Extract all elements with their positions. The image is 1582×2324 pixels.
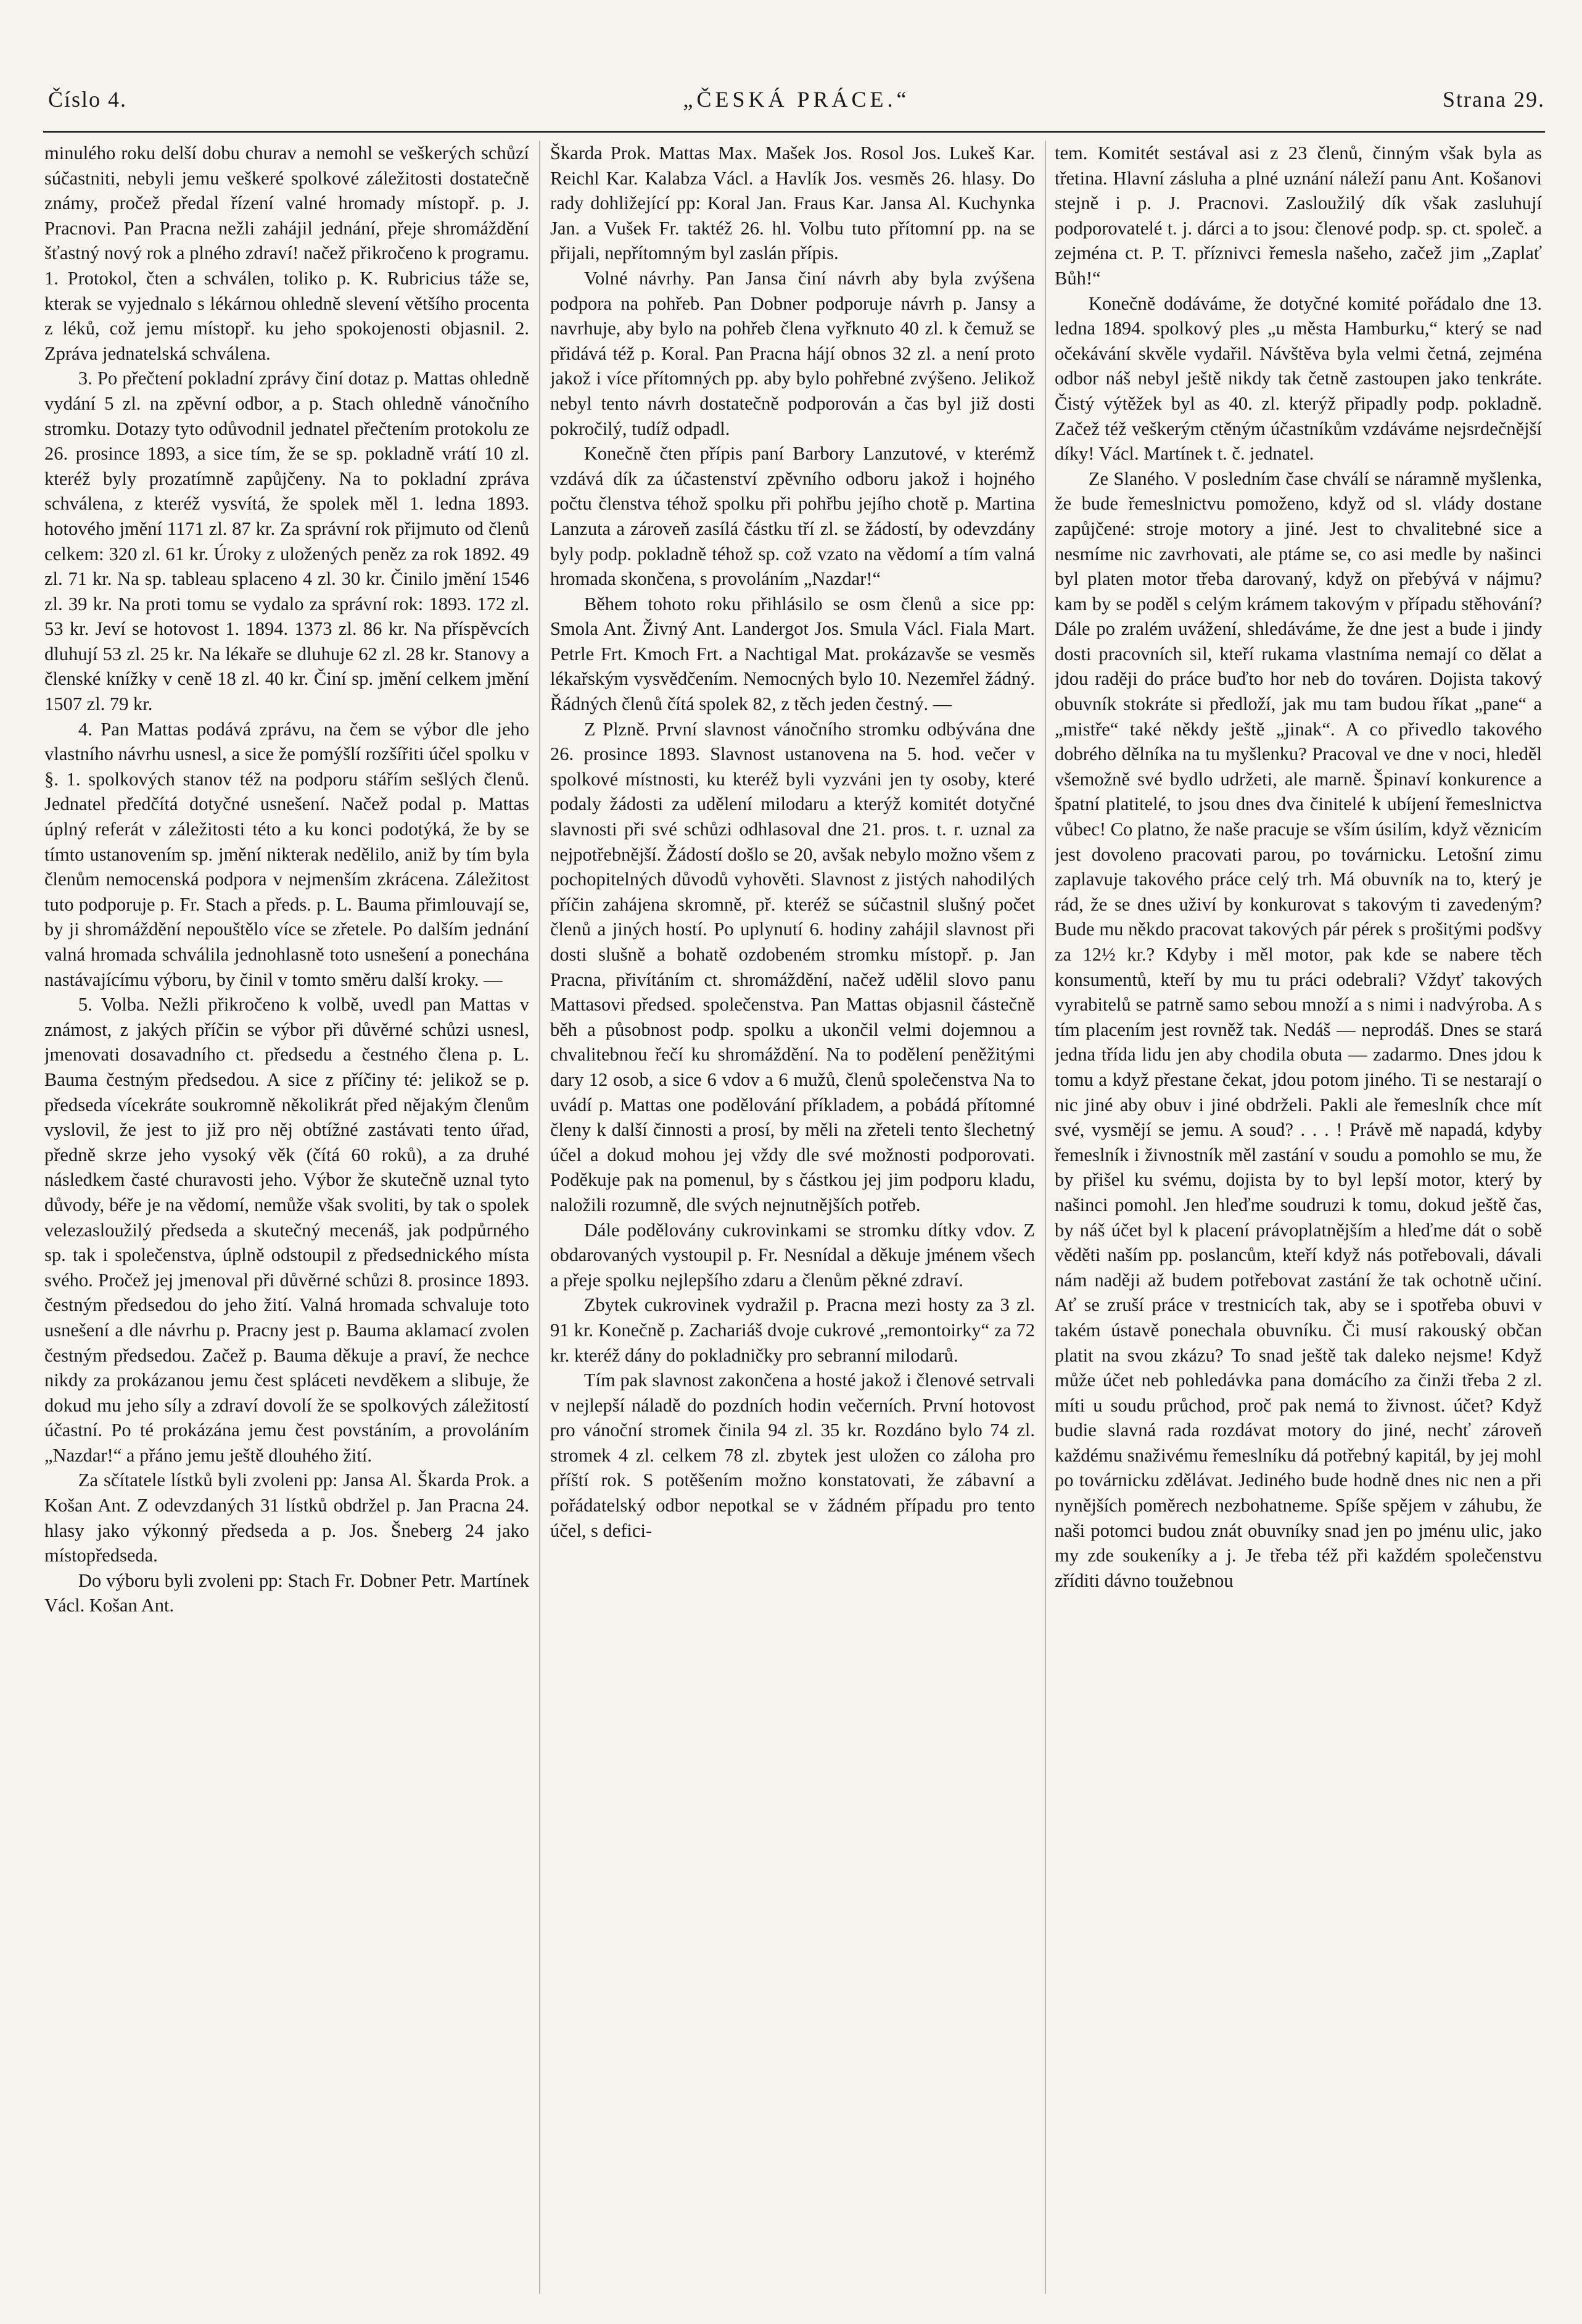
paragraph: Konečně dodáváme, že dotyčné komité pořádalo dne 13. ledna 1894. spolkový ples „u města Hamburku,“ který se nad očekávání skvěle vydařil. Návštěva byla velmi četná, zejména odbor náš nebyl ještě nikdy tak četně zastoupen jako tenkráte. Čistý výtěžek byl as 40. zl. kterýž připadly podp. pokladně. Začež též veškerým ctěným účastníkům vzdáváme nejsrdečnější díky! Václ. Martínek t. č. jednatel. [1055,292,1542,465]
header-rule [43,131,1545,133]
column-divider-2 [1045,141,1046,2294]
column-3 [1055,141,1542,2294]
paragraph: 5. Volba. Nežli přikročeno k volbě, uvedl pan Mattas v známost, z jakých příčin se výbor při důvěrné schůzi usnesl, jmenovati dosavadního ct. předsedu a čestného člena p. L. Bauma čestným předsedou. A sice z příčiny té: jelikož se p. předseda vícekráte soukromně několikrát před nějakým členům vyslovil, že jest to již pro něj obtížné zastávati tento úřad, předně skrze jeho vysoký věk (čítá 60 roků), a za druhé následkem časté churavosti jeho. Výbor že skutečně uznal tyto důvody, béře je na vědomí, nemůže však svoliti, by tak o spolek velezasloužilý předseda a skutečný mecenáš, jak podpůrného sp. tak i společenstva, úplně odstoupil z předsednického místa svého. Pročež jej jmenoval při důvěrné schůzi 8. prosince 1893. čestným předsedou do jeho žití. Valná hromada schvaluje toto usnešení a dle návrhu p. Pracny jest p. Bauma aklamací zvolen čestným předsedou. Začež p. Bauma děkuje a praví, že nechce nikdy za prokázanou jemu čest spláceti nevděkem a slibuje, že dokud mu jeho síly a zdraví dovolí že se spolkových záležitostí účastní. Po té prokázána jemu čest povstáním, a provoláním „Nazdar!“ a přáno jemu ještě dlouhého žití. [44,994,529,1466]
issue-number: Číslo 4. [48,87,128,112]
paragraph: 3. Po přečtení pokladní zprávy činí dotaz p. Mattas ohledně vydání 5 zl. na zpěvní odbor, a p. Stach ohledně vánočního stromku. Dotazy tyto odůvodnil jednatel přečtením protokolu ze 26. prosince 1893, a sice tím, že se sp. pokladně vrátí 10 zl. kteréž byly prozatímně zapůjčeny. Na to pokladní zpráva schválena, z kteréž vysvítá, že spolek měl 1. ledna 1893. hotového jmění 1171 zl. 87 kr. Za správní rok přijmuto od členů celkem: 320 zl. 61 kr. Úroky z uložených peněz za rok 1892. 49 zl. 71 kr. Na sp. tableau splaceno 4 zl. 30 kr. Činilo jmění 1546 zl. 39 kr. Na proti tomu se vydalo za správní rok: 1893. 172 zl. 53 kr. Jeví se hotovost 1. 1894. 1373 zl. 86 kr. Na příspěvcích dluhují 53 zl. 25 kr. Na lékaře se dluhuje 62 zl. 28 kr. Stanovy a členské knížky v ceně 18 zl. 40 kr. Činí sp. jmění celkem jmění 1507 zl. 79 kr. [44,368,529,715]
news-item-plzen: Z Plzně. První slavnost vánočního stromku odbývána dne 26. prosince 1893. Slavnost ustanovena na 5. hod. večer v spolkové místnosti, ku kteréž byli vyzváni jen ty osoby, které podaly žádosti za udělení milodaru a kterýž komitét dotyčné slavnosti při své schůzi odhlasoval dne 21. pros. t. r. uznal za nejpotřebnější. Žádostí došlo se 20, avšak nebylo možno všem z pochopitelných důvodů vyhověti. Slavnost z jistých nahodilých příčin zahájena skromně, př. kteréž se súčastnil slušný počet členů a jiných hostí. Po uplynutí 6. hodiny zahájil slavnost při dosti slušně a bohatě ozdobeném stromku místopř. p. Jan Pracna, přivítáním ct. shromáždění, načež udělil slovo panu Mattasovi předsed. společenstva. Pan Mattas objasnil částečně běh a působnost podp. spolku a ukončil velmi dojemnou a chvalitebnou řečí ku shromáždění. Na to podělení peněžitými dary 12 osob, a sice 6 vdov a 6 mužů, členů společenstva Na to uvádí p. Mattas one podělování příkladem, a pobádá přítomné členy k další činnosti a prosí, by měli na zřeteli tento šlechetný účel a dokud mohou jej vždy dle své možnosti podporovati. Poděkuje pak na pomenul, by s částkou jej jim podporu kladu, naložili rozumně, dle svých nejnutnějších potřeb. [550,718,1035,1215]
newspaper-title: „ČESKÁ PRÁCE.“ [683,87,910,112]
paragraph: Volné návrhy. Pan Jansa činí návrh aby byla zvýšena podpora na pohřeb. Pan Dobner podporuje návrh p. Jansy a navrhuje, aby bylo na pohřeb člena vyřknuto 40 zl. k čemuž se přidává též p. Koral. Pan Pracna hájí obnos 32 zl. a není proto jakož i více přítomných pp. aby bylo pohřebné zvýšeno. Jelikož nebyl tento návrh dostatečně podporován a čas byl již dosti pokročilý, tudíž odpadl. [550,267,1035,439]
column-2 [550,141,1035,2294]
paragraph: Dále podělovány cukrovinkami se stromku dítky vdov. Z obdarovaných vystoupil p. Fr. Nesnídal a děkuje jménem všech a přeje spolku nejlepšího zdaru a členům pěkné zdraví. [550,1219,1035,1291]
paragraph: tem. Komitét sestával asi z 23 členů, činným však byla as třetina. Hlavní zásluha a plné uznání náleží panu Ant. Košanovi stejně i p. J. Pracnovi. Zasloužilý dík však zasluhují podporovatelé t. j. dárci a to jsou: členové podp. sp. ct. společ. a zejména ct. P. T. příznivci řemesla našeho, začež jim „Zaplať Bůh!“ [1055,143,1542,289]
paragraph: Škarda Prok. Mattas Max. Mašek Jos. Rosol Jos. Lukeš Kar. Reichl Kar. Kalabza Václ. a Havlík Jos. vesměs 26. hlasy. Do rady dohližející pp: Koral Jan. Fraus Kar. Jansa Al. Kuchynka Jan. a Vušek Fr. taktéž 26. hl. Volbu tuto přítomní pp. na se přijali, nepřítomným byl zaslán přípis. [550,143,1035,264]
paragraph: Tím pak slavnost zakončena a hosté jakož i členové setrvali v nejlepší náladě do pozdních hodin večerních. První hotovost pro vánoční stromek činila 94 zl. 35 kr. Rozdáno bylo 74 zl. stromek 4 zl. celkem 78 zl. zbytek jest uložen co záloha pro příští rok. S potěšením možno konstatovati, že zábavní a pořádatelský odbor nepotkal se v žádném případu pro tento účel, s defici- [550,1370,1035,1541]
paragraph: Zbytek cukrovinek vydražil p. Pracna mezi hosty za 3 zl. 91 kr. Konečně p. Zachariáš dvoje cukrové „remontoirky“ za 72 kr. kteréž dány do pokladničky pro sebranní milodarů. [550,1294,1035,1366]
paragraph: Konečně čten přípis paní Barbory Lanzutové, v kterémž vzdává dík za účastenství zpěvního odboru jakož i hojného počtu členstva téhož spolku při pohřbu jejího chotě p. Martina Lanzuta a zároveň zasílá částku tří zl. se žádostí, by odevzdány byly podp. pokladně téhož sp. což vzato na vědomí a tím valná hromada skončena, s provoláním „Nazdar!“ [550,443,1035,590]
column-divider-1 [539,141,540,2294]
paragraph: minulého roku delší dobu churav a nemohl se veškerých schůzí súčastniti, nebyli jemu veškeré spolkové záležitosti dostatečně známy, pročež předal řízení valné hromady místopř. p. J. Pracnovi. Pan Pracna nežli zahájil jednání, přeje shromáždění šťastný nový rok a plného zdraví! načež přikročeno k programu. 1. Protokol, čten a schválen, toliko p. K. Rubricius táže se, kterak se vyjednalo s lékárnou ohledně slevení většího procenta z léků, což jemu místopř. ku jeho spokojenosti objasnil. 2. Zpráva jednatelská schválena. [44,143,529,364]
paragraph: 4. Pan Mattas podává zprávu, na čem se výbor dle jeho vlastního návrhu usnesl, a sice že pomýšlí rozšířiti účel spolku v §. 1. spolkových stanov též na podporu stářím sešlých členů. Jednatel předčítá dotyčné usnešení. Načež podal p. Mattas úplný referát v záležitosti této a ku konci podotýká, že by se tímto ustanovením sp. jmění nikterak nedělilo, aniž by tím byla členům nemocenská podpora v nejmenším zkrácena. Záležitost tuto podporuje p. Fr. Stach a předs. p. L. Bauma přimlouvají se, by ji shromáždění nepouštělo více se zřetele. Po dalším jednání valná hromada schválila jednohlasně toto usnešení a ponechána nastávajícímu výboru, by činil v tomto směru další kroky. — [44,718,529,990]
column-1 [44,141,529,2294]
page-header [48,86,1545,136]
page-number: Strana 29. [1443,87,1545,112]
paragraph: Během tohoto roku přihlásilo se osm členů a sice pp: Smola Ant. Živný Ant. Landergot Jos. Smula Václ. Fiala Mart. Petrle Frt. Kmoch Frt. a Nachtigal Mat. prokázavše se vesměs lékařským vysvědčením. Nemocných bylo 10. Nezemřel žádný. Řádných členů čítá spolek 82, z těch jeden čestný. — [550,593,1035,715]
paragraph: Za sčítatele lístků byli zvoleni pp: Jansa Al. Škarda Prok. a Košan Ant. Z odevzdaných 31 lístků obdržel p. Jan Pracna 24. hlasy jako výkonný předseda a p. Jos. Šneberg 24 jako místopředseda. [44,1470,529,1566]
paragraph: Do výboru byli zvoleni pp: Stach Fr. Dobner Petr. Martínek Václ. Košan Ant. [44,1569,529,1616]
news-item-slany: Ze Slaného. V posledním čase chválí se náramně myšlenka, že bude řemeslnictvu pomoženo, když od sl. vlády dostane zapůjčené: stroje motory a jiné. Jest to chvalitebné sice a nesmíme nic zavrhovati, ale ptáme se, co asi medle by našinci byl platen motor třeba darovaný, když on přebývá v nájmu? kam by se poděl s celým krámem takovým v případu stěhování? Dále po zralém uvážení, shledáváme, že dne jest a bude i jindy dosti pracovních sil, kteří rukama vlastníma nemají co dělat a jdou raději do práce buďto hor neb do továren. Dojista takový obuvník stokráte si předloží, jak mu tam budou říkat „pane“ a „mistře“ také někdy ještě „jinak“. A co přivedlo takového dobrého dělníka na tu myšlenku? Pracoval ve dne v noci, hleděl všemožně své bydlo udržeti, ale marně. Špinaví konkurence a špatní platitelé, to jsou dnes dva činitelé k ubíjení řemeslnictva vůbec! Co platno, že naše pracuje se vším úsilím, když věznicím jest dovoleno pracovati parou, po továrnicku. Letošní zimu zaplavuje takového práce celý trh. Má obuvník na to, který je rád, že se dnes uživí by konkurovat s takovým ti zavedeným? Bude mu někdo pracovat takových pár pérek s prošitými podšvy za 12½ kr.? Kdyby i měl motor, pak kde se nabere těch konsumentů, kteří by mu tu práci odebrali? Vždyť takových vyrabitelů se patrně samo sebou množí a s nimi i nadvýroba. A s tím placením jest rovněž tak. Nedáš — neprodáš. Dnes se stará jedna třída lidu jen aby chodila obuta — zadarmo. Dnes jdou k tomu a když přestane čekat, jdou potom jiného. Ti se nestarají o nic jiné aby obuv i jiné obdrželi. Pakli ale řemeslník chce mít své, vysmějí se jemu. A soud? . . . ! Právě mě napadá, kdyby řemeslník i živnostník měl zastání v soudu a pomohlo se mu, že by přišel ku svému, dojista by to byl lepší motor, který by našinci pomohl. Jen hleďme soudruzi k tomu, dokud ještě čas, by náš účet byl k placení právoplatnějším a hleďme dát o sobě věděti naším pp. poslancům, kteří když nás potřebovali, dávali nám naději až budem potřebovat zastání že tak ochotně učiní. Ať se zruší práce v trestnicích tak, aby se i spotřeba obuvi v takém ústavě ponechala obuvníku. Či musí rakouský občan platit na svou zkázu? To snad ještě tak daleko nejsme! Když může účet neb pohledávka pana domácího za činži třeba 2 zl. míti u soudu průchod, proč pak nemá to živnost. účet? Když budie slavná rada rozdávat motory do jiné, nechť zároveň každému snaživému řemeslníku dá potřebný kapitál, by jej mohl po továrnicku zdělávat. Jediného bude hodně dnes nic nen a při nynějších poměrech nezbohatneme. Spíše spějem v záhubu, že naši potomci budou znát obuvníky snad jen po jménu ulic, jako my zde soukeníky a j. Je třeba též při každém společenstvu zříditi dávno toužebnou [1055,468,1542,1591]
